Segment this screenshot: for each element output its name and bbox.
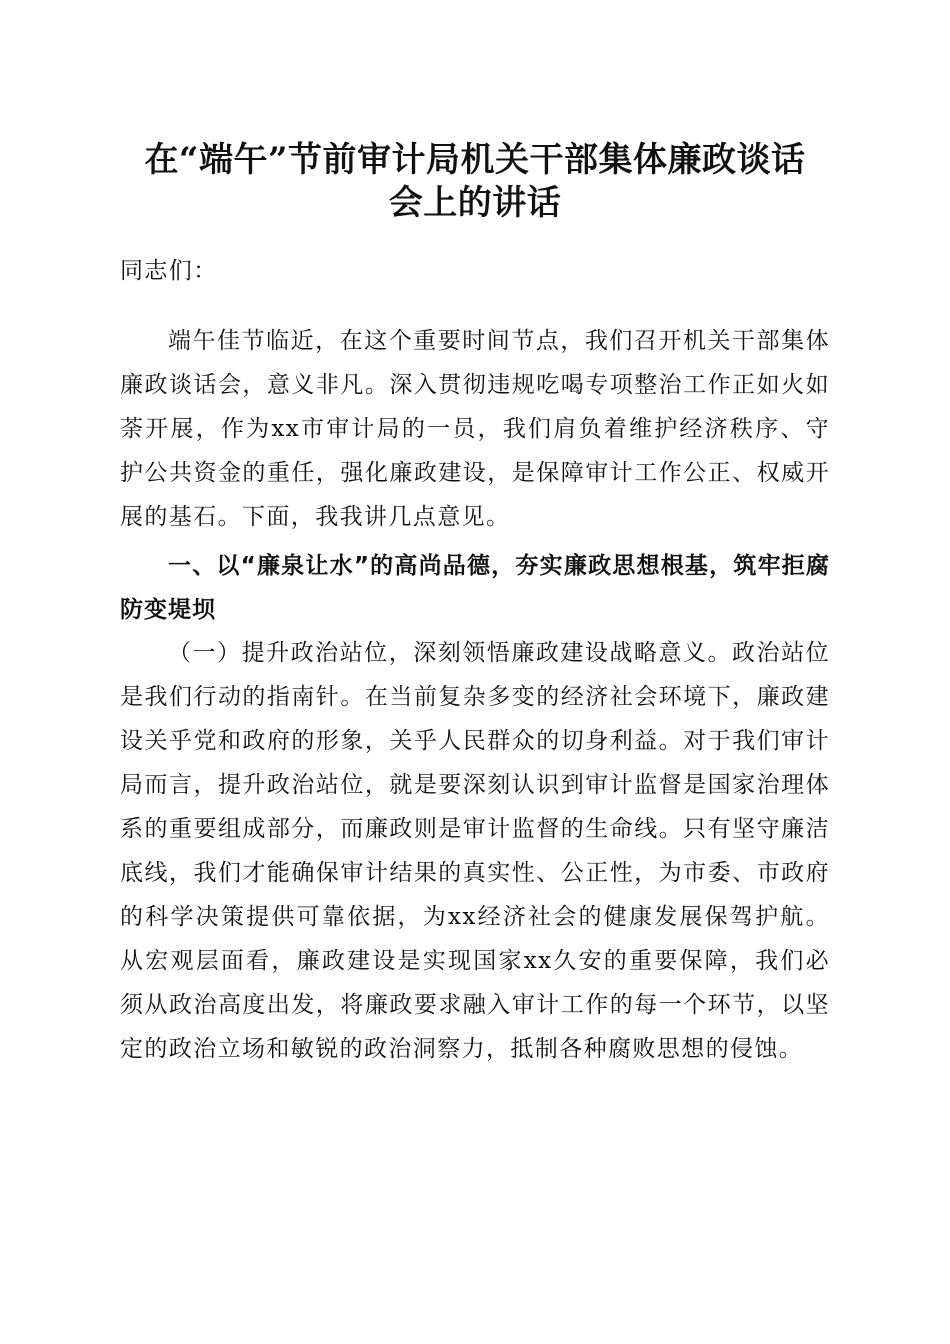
paragraph-subsection-1: （一）提升政治站位，深刻领悟廉政建设战略意义。政治站位是我们行动的指南针。在当前复杂多变的经济社会环境下，廉政建设关乎党和政府的形象，关乎人民群众的切身利益。对于我们审计局而言，提升政治站位，就是要深刻认识到审计监督是国家治理体系的重要组成部分，而廉政则是审计监督的生命线。只有坚守廉洁底线，我们才能确保审计结果的真实性、公正性，为市委、市政府的科学决策提供可靠依据，为xx经济社会的健康发展保驾护航。从宏观层面看，廉政建设是实现国家xx久安的重要保障，我们必须从政治高度出发，将廉政要求融入审计工作的每一个环节，以坚定的政治立场和敏锐的政治洞察力，抵制各种腐败思想的侵蚀。 [120, 640, 830, 1062]
section-heading-1: 一、以“廉泉让水”的高尚品德，夯实廉政思想根基，筑牢拒腐防变堤坝 [120, 553, 830, 623]
document-title-line-1: 在“端午”节前审计局机关干部集体廉政谈话 [144, 140, 806, 180]
document-title-line-2: 会上的讲话 [388, 183, 562, 223]
salutation: 同志们： [120, 258, 218, 284]
paragraph-intro: 端午佳节临近，在这个重要时间节点，我们召开机关干部集体廉政谈话会，意义非凡。深入贯彻违规吃喝专项整治工作正如火如荼开展，作为xx市审计局的一员，我们肩负着维护经济秩序、守护公共资金的重任，强化廉政建设，是保障审计工作公正、权威开展的基石。下面，我我讲几点意见。 [120, 328, 830, 530]
